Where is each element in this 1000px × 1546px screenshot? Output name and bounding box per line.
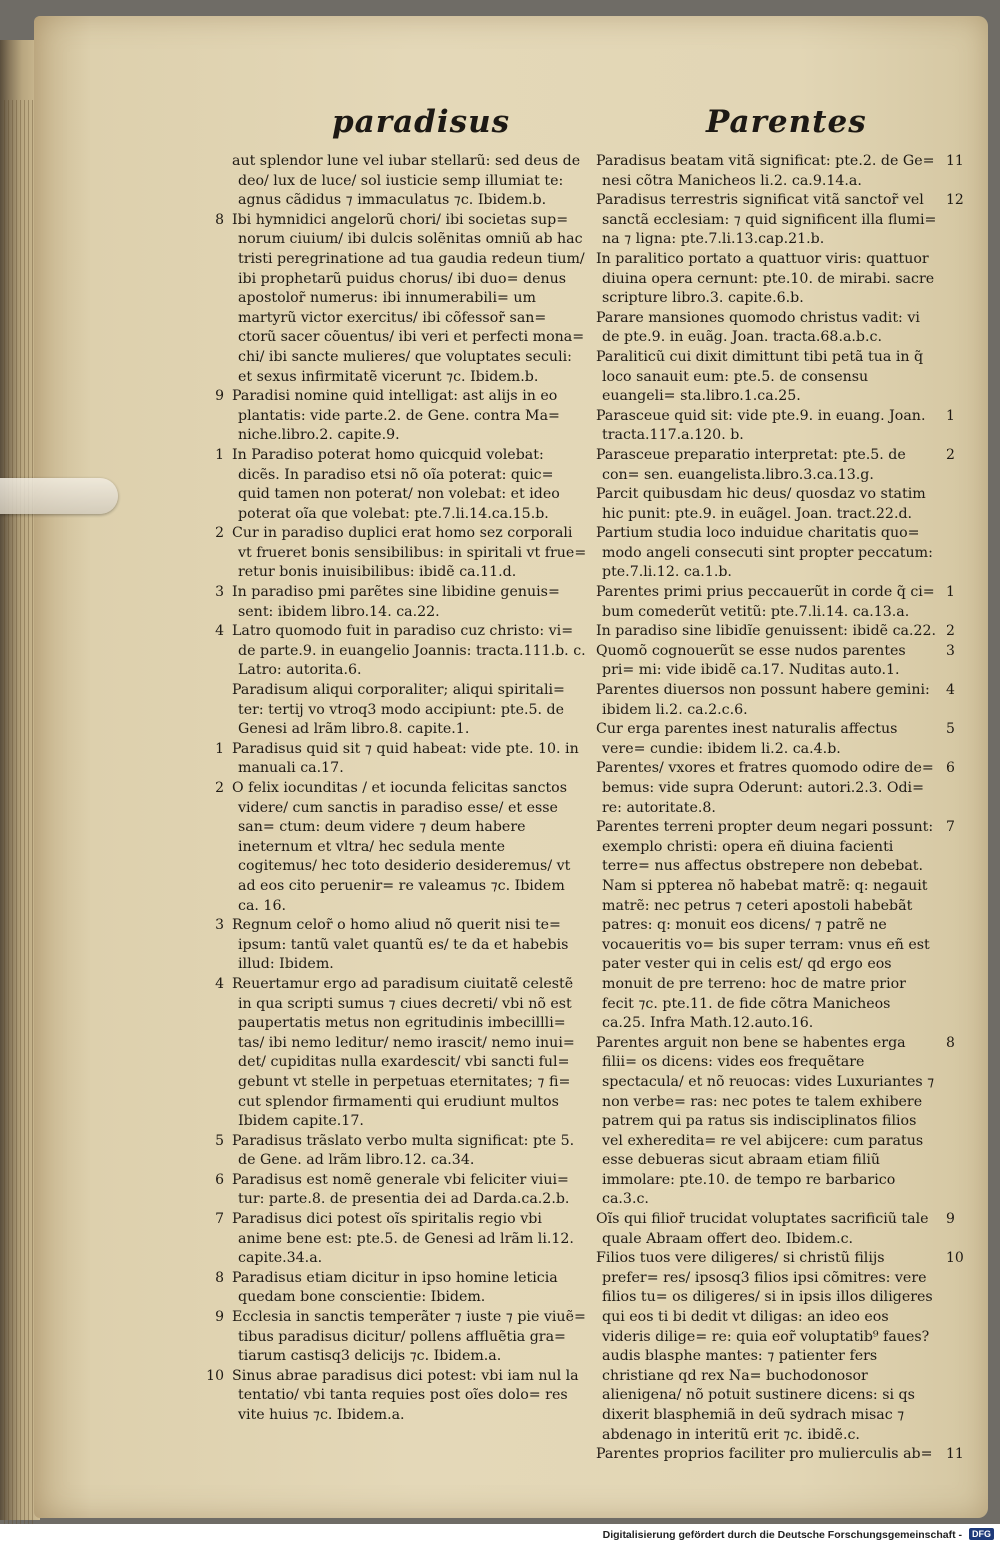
index-entry (596, 1034, 955, 1210)
index-entry (215, 1210, 588, 1269)
entry-number: 3 (215, 584, 224, 601)
index-entry (596, 583, 955, 622)
index-entry (596, 407, 955, 446)
entry-text: In paradiso pmi parẽtes sine libidine genuis= sent: ibidem libro.14. ca.22. (232, 584, 560, 620)
index-entry (215, 524, 588, 583)
entry-number: 2 (215, 780, 224, 796)
entry-text: Paradisus quid sit ⁊ quid habeat: vide pte. 10. in manuali ca.17. (232, 740, 579, 777)
entry-number: 9 (946, 1211, 955, 1228)
entry-text: Sinus abrae paradisus dici potest: vbi iam nul la tentatio/ vbi tanta requies post oĩes dolo= res vite huius ⁊c. Ibidem.a. (232, 1367, 579, 1423)
index-entry (215, 1132, 588, 1171)
entry-text: Paradisus beatam vitã significat: pte.2. de Ge= nesi cõtra Manicheos li.2. ca.9.14.a. (596, 153, 935, 189)
index-entry (596, 152, 964, 191)
index-entry (215, 1171, 588, 1210)
left-column-header: paradisus (332, 104, 511, 140)
index-entry (215, 446, 588, 524)
index-entry (215, 622, 588, 681)
entry-number: 12 (946, 192, 964, 209)
entry-text: Parentes proprios faciliter pro mulierculis ab= (596, 1446, 933, 1463)
entry-number: 1 (946, 584, 955, 601)
left-column (206, 152, 588, 1426)
entry-text: Parcit quibusdam hic deus/ quosdaz vo statim hic punit: pte.9. in euãgel. Joan. tract.22.d. (596, 486, 926, 522)
entry-text: Parentes diuersos non possunt habere gemini: ibidem li.2. ca.2.c.6. (596, 682, 930, 718)
index-entry (596, 446, 955, 485)
index-entry (596, 818, 955, 1034)
index-entry (596, 348, 938, 407)
entry-text: Paraliticũ cui dixit dimittunt tibi petã tua in q̃ loco sanauit eum: pte.5. de consensu euangeli= sta.libro.1.ca.25. (596, 348, 924, 405)
entry-text: Parentes terreni propter deum negari possunt: exemplo christi: opera eñ diuina facienti terre= nus affectus obstrepere non debebat. Nam si ppterea nõ habebat matrẽ: q: negauit matrẽ: nec petrus ⁊ ceteri apostoli habebãt patres: q: monuit eos dicens/ ⁊ patrẽ ne vocaueritis vo= bis super terram: vnus eñ est pater vester qui in celis est/ qd ergo eos monuit de pre terreno: hoc de matre prior fecit ⁊c. pte.11. de fide cõtra Manicheos ca.25. Infra Math.12.auto.16. (596, 819, 934, 1032)
entry-number: 1 (215, 446, 224, 463)
entry-number: 1 (946, 407, 955, 424)
index-entry (596, 759, 955, 818)
footer-text: Digitalisierung gefördert durch die Deutsche Forschungsgemeinschaft - (602, 1529, 962, 1541)
index-entry (596, 191, 964, 250)
index-entry (232, 152, 588, 211)
entry-text: Ibi hymnidici angelorũ chori/ ibi societas sup= norum ciuium/ ibi dulcis solẽnitas omniũ ab hac tristi peregrinatione ad tua gaudia redeun tium/ ibi prophetarũ puidus chorus/ ibi duo= denus apostolor̃ numerus: ibi innumerabili= um martyrũ victor exercitus/ ibi cõfessor̃ san= ctorũ sacer cõuentus/ ibi veri et perfecti mona= chi/ ibi sancte mulieres/ que voluptates seculi: et sexus infirmitatẽ vicerunt ⁊c. Ibidem.b. (232, 211, 585, 385)
entry-number: 9 (215, 1309, 224, 1326)
index-entry (596, 720, 955, 759)
entry-number: 8 (215, 1269, 224, 1286)
entry-number: 7 (946, 819, 955, 836)
index-entry (215, 583, 588, 622)
index-entry (596, 681, 955, 720)
index-entry (596, 1445, 964, 1465)
entry-text: Paradisus terrestris significat vitã sanctor̃ vel sanctã ecclesiam: ⁊ quid significent illa flumi= na ⁊ ligna: pte.7.li.13.cap.21.b. (596, 192, 937, 248)
entry-number: 1 (215, 740, 224, 757)
bookmark-strip (0, 478, 118, 514)
entry-number: 4 (946, 682, 955, 699)
entry-text: Parasceue preparatio interpretat: pte.5. de con= sen. euangelista.libro.3.ca.13.g. (596, 446, 906, 483)
dfg-logo: DFG (969, 1528, 994, 1540)
entry-text: Parentes arguit non bene se habentes erga filii= os dicens: vides eos frequẽtare spectacula/ et nõ reuocas: vides Luxuriantes ⁊ non verbe= ras: nec potes te talem exhibere patrem qui pa ratus sis indisciplinatos filios vel exheredita= re vel abijcere: cum paratus esse debueras sicut abraam etiam filiũ immolare: pte.10. de tempo re barbarico ca.3.c. (596, 1034, 935, 1208)
entry-text: Ecclesia in sanctis temperãter ⁊ iuste ⁊ pie viuẽ= tibus paradisus dicitur/ pollens affluẽtia gra= tiarum castisq3 delicijs ⁊c. Ibidem.a. (232, 1309, 586, 1365)
entry-number: 8 (946, 1034, 955, 1051)
index-entry (596, 485, 938, 524)
entry-text: Parare mansiones quomodo christus vadit: vi de pte.9. in euãg. Joan. tracta.68.a.b.c. (596, 309, 920, 346)
entry-number: 6 (946, 760, 955, 777)
page-edge-lines (4, 100, 34, 1540)
entry-text: Paradisus trãslato verbo multa significat: pte 5. de Gene. ad lrãm libro.12. ca.34. (232, 1132, 575, 1169)
footer-bar (0, 1524, 1000, 1546)
entry-number: 10 (206, 1367, 224, 1384)
entry-number: 11 (946, 153, 964, 169)
index-entry (215, 211, 588, 387)
entry-number: 5 (946, 721, 955, 738)
entry-text: Regnum celor̃ o homo aliud nõ querit nisi te= ipsum: tantũ valet quantũ es/ te da et habebis illud: Ibidem. (232, 917, 569, 973)
entry-text: Cur erga parentes inest naturalis affectus vere= cundie: ibidem li.2. ca.4.b. (596, 721, 898, 757)
entry-text: Latro quomodo fuit in paradiso cuz christo: vi= de parte.9. in euangelio Joannis: tracta.111.b. c. Latro: autorita.6. (232, 623, 586, 679)
index-entry (596, 642, 955, 681)
entry-number: 11 (946, 1446, 964, 1463)
entry-text: Paradisus est nomẽ generale vbi feliciter viui= tur: parte.8. de presentia dei ad Darda.ca.2.b. (232, 1171, 570, 1208)
index-entry (596, 250, 938, 309)
index-entry (596, 1210, 955, 1249)
index-entry (596, 1249, 964, 1445)
entry-number: 4 (215, 975, 224, 992)
entry-text: Paradisum aliqui corporaliter; aliqui spiritali= ter: tertij vo vtroq3 modo accipiunt: pte.5. de Genesi ad lrãm libro.8. capite.1. (232, 682, 565, 738)
entry-text: Partium studia loco induidue charitatis quo= modo angeli consecuti sint propter peccatum: pte.7.li.12. ca.1.b. (596, 525, 933, 581)
entry-number: 10 (946, 1250, 964, 1267)
entry-number: 2 (946, 623, 955, 640)
entry-text: Paradisus etiam dicitur in ipso homine leticia quedam bone conscientie: Ibidem. (232, 1269, 558, 1306)
right-column (596, 152, 964, 1465)
entry-number: 3 (946, 642, 955, 659)
entry-number: 9 (215, 388, 224, 405)
index-entry (215, 1269, 588, 1308)
entry-number: 3 (215, 917, 224, 934)
right-column-header: Parentes (706, 104, 867, 140)
entry-text: O felix iocunditas / et iocunda felicitas sanctos videre/ cum sanctis in paradiso esse/ et esse san= ctum: deum videre ⁊ deum habere ineternum et vltra/ hec sedula mente cogitemus/ hec toto desiderio desideremus/ vt ad eos cito peruenir= re valeamus ⁊c. Ibidem ca. 16. (232, 780, 571, 914)
entry-text: In Paradiso poterat homo quicquid volebat: dicẽs. In paradiso etsi nõ oĩa poterat: quic= quid tamen non poterat/ non volebat: et ideo poterat oĩa que volebat: pte.7.li.14.ca.15.b. (232, 446, 560, 522)
entry-number: 4 (215, 623, 224, 640)
index-entry (596, 309, 938, 348)
entry-number: 2 (946, 446, 955, 463)
entry-number: 6 (215, 1171, 224, 1188)
index-entry (215, 740, 588, 779)
entry-text: Parentes primi prius peccauerũt in corde q̃ ci= bum comederũt vetitũ: pte.7.li.14. ca.13.a. (596, 584, 935, 620)
entry-number: 7 (215, 1211, 224, 1228)
index-entry (596, 622, 955, 642)
entry-number: 2 (215, 525, 224, 542)
entry-text: Paradisus dici potest oĩs spiritalis regio vbi anime bene est: pte.5. de Genesi ad lrãm li.12. capite.34.a. (232, 1211, 574, 1267)
index-entry (215, 975, 588, 1132)
index-entry (215, 916, 588, 975)
index-entry (215, 387, 588, 446)
entry-text: Oĩs qui filior̃ trucidat voluptates sacrificiũ tale quale Abraam offert deo. Ibidem.c. (596, 1211, 929, 1247)
index-entry (206, 1367, 588, 1426)
index-entry (596, 524, 938, 583)
entry-number: 5 (215, 1132, 224, 1149)
entry-text: Filios tuos vere diligeres/ si christũ filijs prefer= res/ ipsosq3 filios ipsi cõmitres: vere filios tu= os diligeres/ si in ipsis illos diligeres qui eos ti bi dedit vt diligas: an ideo eos videris dilige= re: quia eor̃ voluptatib⁹ faues? audis blasphe mantes: ⁊ patienter fers christiane qd rex Na= buchodonosor alienigena/ nõ potuit sustinere dicens: si qs dixerit blasphemiã in deũ sydrach misac ⁊ abdenago in interitũ erit ⁊c. ibidẽ.c. (596, 1250, 933, 1443)
entry-text: Parentes/ vxores et fratres quomodo odire de= bemus: vide supra Oderunt: autori.2.3. Odi= re: autoritate.8. (596, 760, 934, 816)
entry-text: Cur in paradiso duplici erat homo sez corporali vt frueret bonis sensibilibus: in spiritali vt frue= retur bonis inuisibilibus: ibidẽ ca.11.d. (232, 525, 587, 581)
entry-text: In paradiso sine libidĩe genuissent: ibidẽ ca.22. (596, 623, 937, 640)
entry-text: Reuertamur ergo ad paradisum ciuitatẽ celestẽ in qua scripti sumus ⁊ ciues decreti/ vbi nõ est paupertatis metus non egritudinis imbecillli= tas/ ibi nemo leditur/ nemo irascit/ nemo inui= det/ cupiditas nulla exardescit/ vbi sancti ful= gebunt vt stelle in perpetuas eternitates; ⁊ fi= cut splendor firmamenti qui erudiunt multos Ibidem capite.17. (232, 975, 575, 1130)
entry-text: Parasceue quid sit: vide pte.9. in euang. Joan. tracta.117.a.120. b. (596, 407, 926, 444)
entry-text: In paralitico portato a quattuor viris: quattuor diuina opera cernunt: pte.10. de mirabi. sacre scripture libro.3. capite.6.b. (596, 250, 935, 307)
entry-text: aut splendor lune vel iubar stellarũ: sed deus de deo/ lux de luce/ sol iusticie semp illumiat te: agnus cãdidus ⁊ immaculatus ⁊c. Ibidem.b. (232, 153, 581, 209)
index-entry (215, 779, 588, 916)
entry-text: Paradisi nomine quid intelligat: ast alijs in eo plantatis: vide parte.2. de Gene. contra Ma= niche.libro.2. capite.9. (232, 388, 560, 444)
index-entry (232, 681, 588, 740)
index-entry (215, 1308, 588, 1367)
entry-number: 8 (215, 211, 224, 228)
entry-text: Quomõ cognouerũt se esse nudos parentes pri= mi: vide ibidẽ ca.17. Nuditas auto.1. (596, 642, 906, 679)
